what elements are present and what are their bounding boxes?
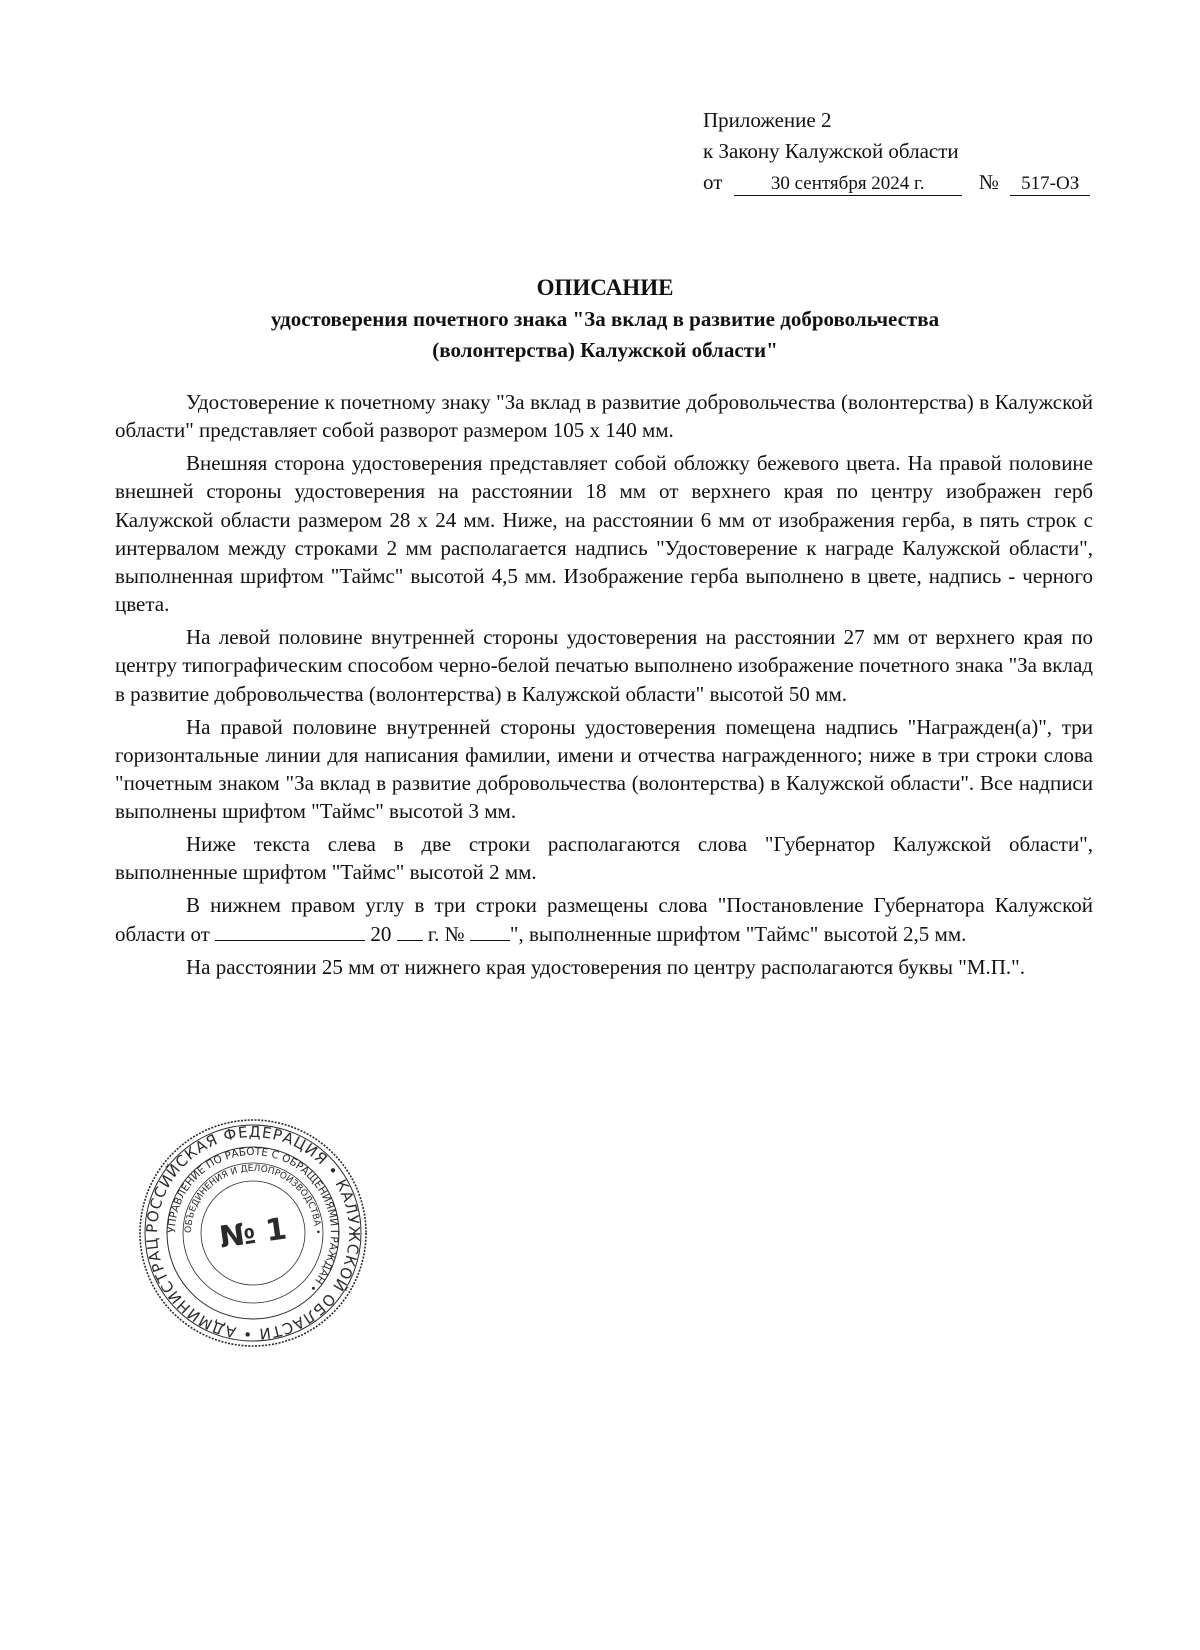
appendix-header bbox=[703, 105, 1090, 198]
paragraph-5: Ниже текста слева в две строки располагаются слова "Губернатор Калужской области", выполненные шрифтом "Таймс" высотой 2 мм. bbox=[115, 832, 1093, 885]
paragraph-4: На правой половине внутренней стороны удостоверения помещена надпись "Награжден(а)", три горизонтальные линии для написания фамилии, имени и отчества награжденного; ниже в три строки слова "почетным знаком "За вклад в развитие добровольчества (волонтерства) в Калужской области". Все надписи выполнены шрифтом "Таймс" высотой 3 мм. bbox=[115, 714, 1093, 824]
seal-center-number: № 1 bbox=[217, 1211, 289, 1256]
title-subtitle-line-2: (волонтерства) Калужской области" bbox=[432, 338, 778, 362]
paragraph-3: На левой половине внутренней стороны удостоверения на расстоянии 27 мм от верхнего края по центру типографическим способом черно-белой печатью выполнено изображение почетного знака "За вклад в развитие добровольчества (волонтерства) в Калужской области" высотой 50 мм. bbox=[115, 625, 1093, 706]
seal-outer-text: РОССИЙСКАЯ ФЕДЕРАЦИЯ • КАЛУЖСКОЙ ОБЛАСТИ • АДМИНИСТРАЦ bbox=[142, 1122, 364, 1344]
document-title bbox=[115, 272, 1095, 366]
seal-graphic bbox=[135, 1115, 371, 1351]
law-reference: к Закону Калужской области bbox=[703, 139, 959, 163]
title-main: ОПИСАНИЕ bbox=[536, 275, 674, 300]
paragraph-6-number-label: г. № bbox=[427, 921, 465, 946]
law-date-number bbox=[703, 167, 1090, 198]
paragraph-7: На расстоянии 25 мм от нижнего края удостоверения по центру располагаются буквы "М.П.". bbox=[186, 954, 1025, 979]
seal-inner-text: ОБЪЕДИНЕНИЯ И ДЕЛОПРОИЗВОДСТВА • bbox=[183, 1163, 323, 1235]
law-date: 30 сентября 2024 г. bbox=[734, 173, 962, 196]
official-seal bbox=[135, 1115, 371, 1351]
paragraph-2: Внешняя сторона удостоверения представляет собой обложку бежевого цвета. На правой половине внешней стороны удостоверения на расстоянии 18 мм от верхнего края по центру изображен герб Калужской области размером 28 х 24 мм. Ниже, на расстоянии 6 мм от изображения герба, в пять строк с интервалом между строками 2 мм располагается надпись "Удостоверение к награде Калужской области", выполненная шрифтом "Таймс" высотой 4,5 мм. Изображение герба выполнено в цвете, надпись - черного цвета. bbox=[115, 451, 1093, 617]
law-number: 517-ОЗ bbox=[1010, 173, 1090, 196]
number-blank bbox=[470, 924, 510, 941]
paragraph-6-part-d: ", выполненные шрифтом "Таймс" высотой 2,5 мм. bbox=[509, 921, 967, 946]
paragraph-6-year: 20 bbox=[370, 921, 392, 946]
year-blank bbox=[397, 924, 423, 941]
number-sign: № bbox=[978, 170, 999, 194]
date-blank bbox=[215, 924, 365, 941]
paragraph-6-part-a: В нижнем правом углу в три строки размещены слова "Постановление Губернатора Калужской области от bbox=[115, 893, 1093, 946]
document-body bbox=[115, 388, 1093, 986]
paragraph-1: Удостоверение к почетному знаку "За вклад в развитие добровольчества (волонтерства) в Калужской области" представляет собой разворот размером 105 х 140 мм. bbox=[115, 390, 1093, 443]
date-prefix: от bbox=[703, 170, 723, 194]
paragraph-6 bbox=[115, 891, 1093, 947]
title-subtitle-line-1: удостоверения почетного знака "За вклад в развитие добровольчества bbox=[270, 307, 940, 331]
seal-middle-text: УПРАВЛЕНИЕ ПО РАБОТЕ С ОБРАЩЕНИЯМИ ГРАЖДАН • bbox=[165, 1145, 341, 1295]
appendix-label: Приложение 2 bbox=[703, 108, 832, 132]
